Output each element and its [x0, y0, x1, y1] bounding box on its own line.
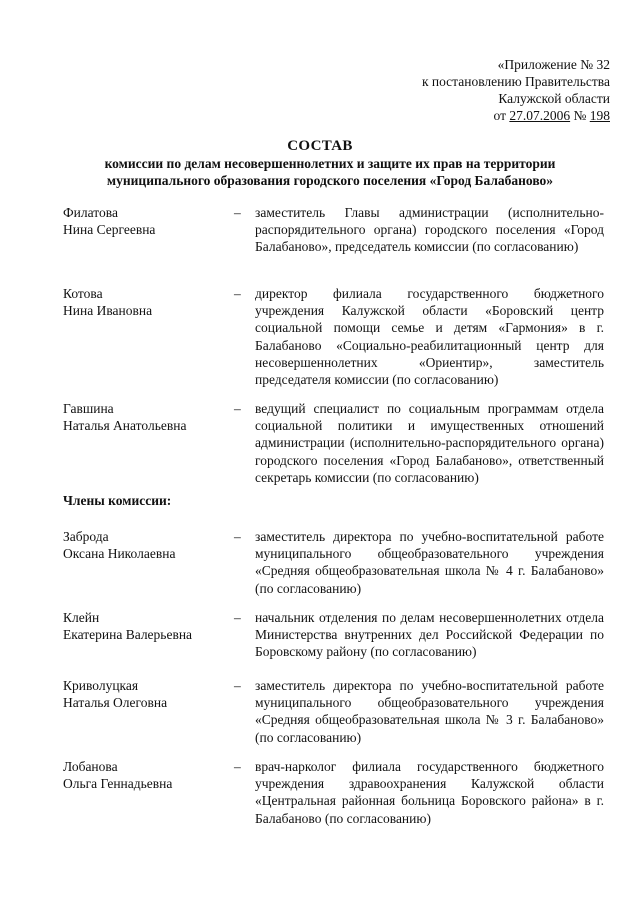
member-surname: Котова: [63, 286, 103, 301]
member-name: [63, 758, 233, 792]
appendix-date-line: [422, 107, 610, 124]
member-role: заместитель директора по учебно-воспитательной работе муниципального общеобразовательного учреждения «Средняя общеобразовательная школа № 4 г. Балабаново» (по согласованию): [255, 529, 604, 596]
member-surname: Клейн: [63, 610, 100, 625]
member-dash: –: [234, 610, 241, 625]
member-surname: Гавшина: [63, 401, 114, 416]
member-given-name: Наталья Анатольевна: [63, 418, 187, 433]
member-dash: –: [234, 286, 241, 301]
member-role: врач-нарколог филиала государственного бюджетного учреждения здравоохранения Калужской области «Центральная районная больница Боровского района» в г. Балабаново (по согласованию): [255, 759, 604, 826]
member-role: заместитель директора по учебно-воспитательной работе муниципального общеобразовательного учреждения «Средняя общеобразовательная школа № 3 г. Балабаново» (по согласованию): [255, 678, 604, 745]
member-dash: –: [234, 529, 241, 544]
document-subtitle: комиссии по делам несовершеннолетних и защите их прав на территории муниципального образования городского поселения «Город Балабаново»: [104, 156, 556, 188]
member-given-name: Ольга Геннадьевна: [63, 776, 173, 791]
appendix-header: [422, 56, 610, 124]
member-surname: Филатова: [63, 205, 118, 220]
member-name: [63, 400, 233, 434]
member-role: директор филиала государственного бюджетного учреждения Калужской области «Боровский центр социальной помощи семье и детям «Гармония» в г. Балабаново «Социально-реабилитационный центр для несовершеннолетних «Ориентир», заместитель председателя комиссии (по согласованию): [255, 286, 604, 388]
member-surname: Криволуцкая: [63, 678, 139, 693]
appendix-resolution: к постановлению Правительства: [421, 74, 610, 89]
member-dash: –: [234, 205, 241, 220]
member-given-name: Нина Ивановна: [63, 303, 153, 318]
member-role: заместитель Главы администрации (исполнительно-распорядительного органа) городского поселения «Город Балабаново», председатель комиссии (по согласованию): [255, 205, 604, 255]
member-name: [63, 285, 233, 319]
member-surname: Лобанова: [63, 759, 118, 774]
member-role: ведущий специалист по социальным программам отдела социальной политики и имущественных отношений администрации (исполнительно-распорядительного органа) городского поселения «Город Балабаново», ответственный секретарь комиссии (по согласованию): [255, 401, 604, 485]
appendix-region: Калужской области: [498, 91, 610, 106]
members-heading: Члены комиссии:: [63, 493, 172, 508]
member-given-name: Нина Сергеевна: [63, 222, 156, 237]
member-given-name: Оксана Николаевна: [63, 546, 176, 561]
appendix-number-sign: №: [570, 108, 590, 123]
appendix-number: 198: [589, 108, 610, 123]
member-name: [63, 528, 233, 562]
member-dash: –: [234, 401, 241, 416]
member-given-name: Наталья Олеговна: [63, 695, 168, 710]
member-name: [63, 677, 233, 711]
member-dash: –: [234, 678, 241, 693]
member-surname: Заброда: [63, 529, 109, 544]
member-name: [63, 204, 233, 238]
member-name: [63, 609, 233, 643]
appendix-date-prefix: от: [493, 108, 510, 123]
member-given-name: Екатерина Валерьевна: [63, 627, 193, 642]
member-role: начальник отделения по делам несовершеннолетних отдела Министерства внутренних дел Российской Федерации по Боровскому району (по согласованию): [255, 610, 604, 660]
appendix-date: 27.07.2006: [509, 108, 571, 123]
appendix-title: «Приложение № 32: [497, 57, 610, 72]
document-title: СОСТАВ: [287, 138, 353, 154]
member-dash: –: [234, 759, 241, 774]
